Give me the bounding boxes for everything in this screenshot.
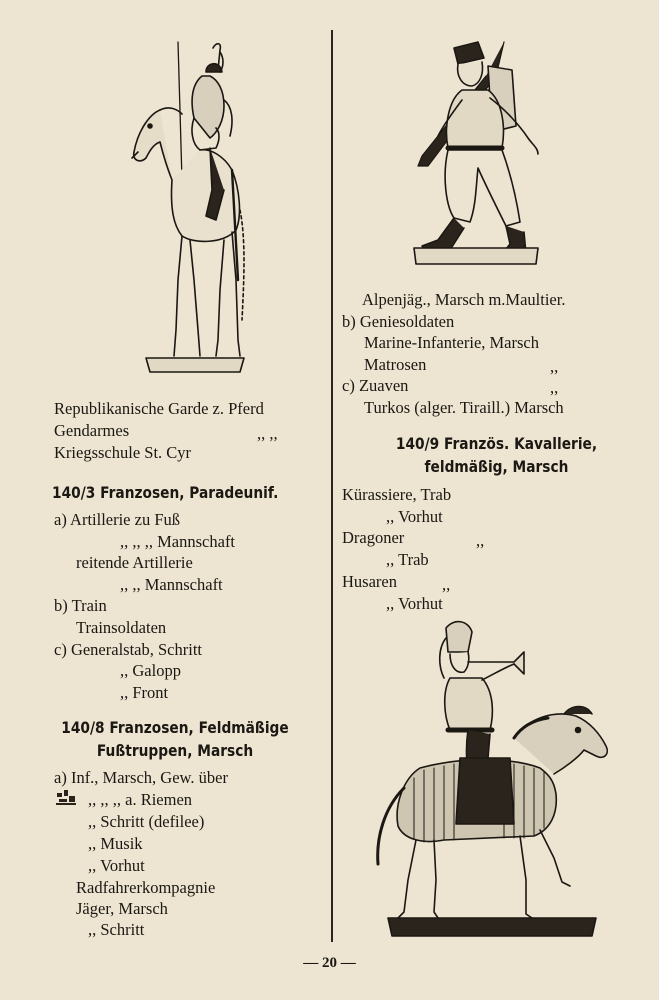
item-140-3-c: c) Generalstab, Schritt xyxy=(54,640,202,659)
item-140-3-front: ,, Front xyxy=(120,683,169,702)
entry-geniesoldaten: b) Geniesoldaten xyxy=(342,312,455,331)
item-140-8-a: a) Inf., Marsch, Gew. über xyxy=(54,768,228,787)
heading-140-8-line1: 140/8 Franzosen, Feldmäßige xyxy=(61,718,289,737)
item-kuerassiere-vorhut: ,, Vorhut xyxy=(386,507,443,526)
mounted-guard-illustration xyxy=(120,40,250,380)
item-140-8-musik: ,, Musik xyxy=(88,834,143,853)
item-140-3-a: a) Artillerie zu Fuß xyxy=(54,510,181,529)
entry-kriegsschule: Kriegsschule St. Cyr xyxy=(54,443,192,462)
item-140-3-galopp: ,, Galopp xyxy=(120,661,181,680)
entry-marine: Marine-Infanterie, Marsch xyxy=(364,333,539,352)
item-140-8-schritt-defilee: ,, Schritt (defilee) xyxy=(88,812,205,831)
entry-turkos: Turkos (alger. Tiraill.) Marsch xyxy=(364,398,564,417)
heading-140-8-line2: Fußtruppen, Marsch xyxy=(96,741,254,760)
item-140-3-trainsoldaten: Trainsoldaten xyxy=(76,618,167,637)
item-140-3-b: b) Train xyxy=(54,596,107,615)
column-divider xyxy=(331,30,333,942)
item-dragoner-trab: ,, Trab xyxy=(386,550,429,569)
ink-smudge xyxy=(55,787,79,807)
item-140-3-a-ditto: ,, ,, ,, Mannschaft xyxy=(120,532,236,551)
entry-gendarmes-ditto: ,, ,, xyxy=(257,424,278,443)
item-140-3-reitende: reitende Artillerie xyxy=(76,553,193,572)
item-140-3-reitende-mann: ,, ,, Mannschaft xyxy=(120,575,223,594)
entry-zuaven-ditto: ,, xyxy=(550,378,559,397)
item-dragoner-ditto: ,, xyxy=(476,531,485,550)
heading-140-9-line2: feldmäßig, Marsch xyxy=(424,457,569,476)
entry-zuaven: c) Zuaven xyxy=(342,376,409,395)
entry-garde: Republikanische Garde z. Pferd xyxy=(54,399,264,418)
item-140-8-radfahrer: Radfahrerkompagnie xyxy=(76,878,216,897)
marching-soldier-illustration xyxy=(388,36,568,271)
entry-alpenjaeger: Alpenjäg., Marsch m.Maultier. xyxy=(362,290,566,309)
item-140-8-riemen: ,, ,, ,, a. Riemen xyxy=(88,790,193,809)
item-kuerassiere: Kürassiere, Trab xyxy=(342,485,452,504)
item-140-8-jaeger: Jäger, Marsch xyxy=(76,899,168,918)
entry-gendarmes: Gendarmes xyxy=(54,421,130,440)
heading-140-9-line1: 140/9 Französ. Kavallerie, xyxy=(395,434,598,453)
entry-matrosen: Matrosen xyxy=(364,355,427,374)
item-140-8-vorhut: ,, Vorhut xyxy=(88,856,145,875)
item-husaren-ditto: ,, xyxy=(442,575,451,594)
entry-matrosen-ditto: ,, xyxy=(550,357,559,376)
heading-140-3: 140/3 Franzosen, Paradeunif. xyxy=(52,483,279,502)
item-dragoner: Dragoner xyxy=(342,528,405,547)
page-number: — 20 — xyxy=(303,955,356,971)
item-husaren-vorhut: ,, Vorhut xyxy=(386,594,443,613)
item-140-8-schritt: ,, Schritt xyxy=(88,920,145,939)
mounted-trumpeter-illustration xyxy=(364,618,630,944)
item-husaren: Husaren xyxy=(342,572,397,591)
